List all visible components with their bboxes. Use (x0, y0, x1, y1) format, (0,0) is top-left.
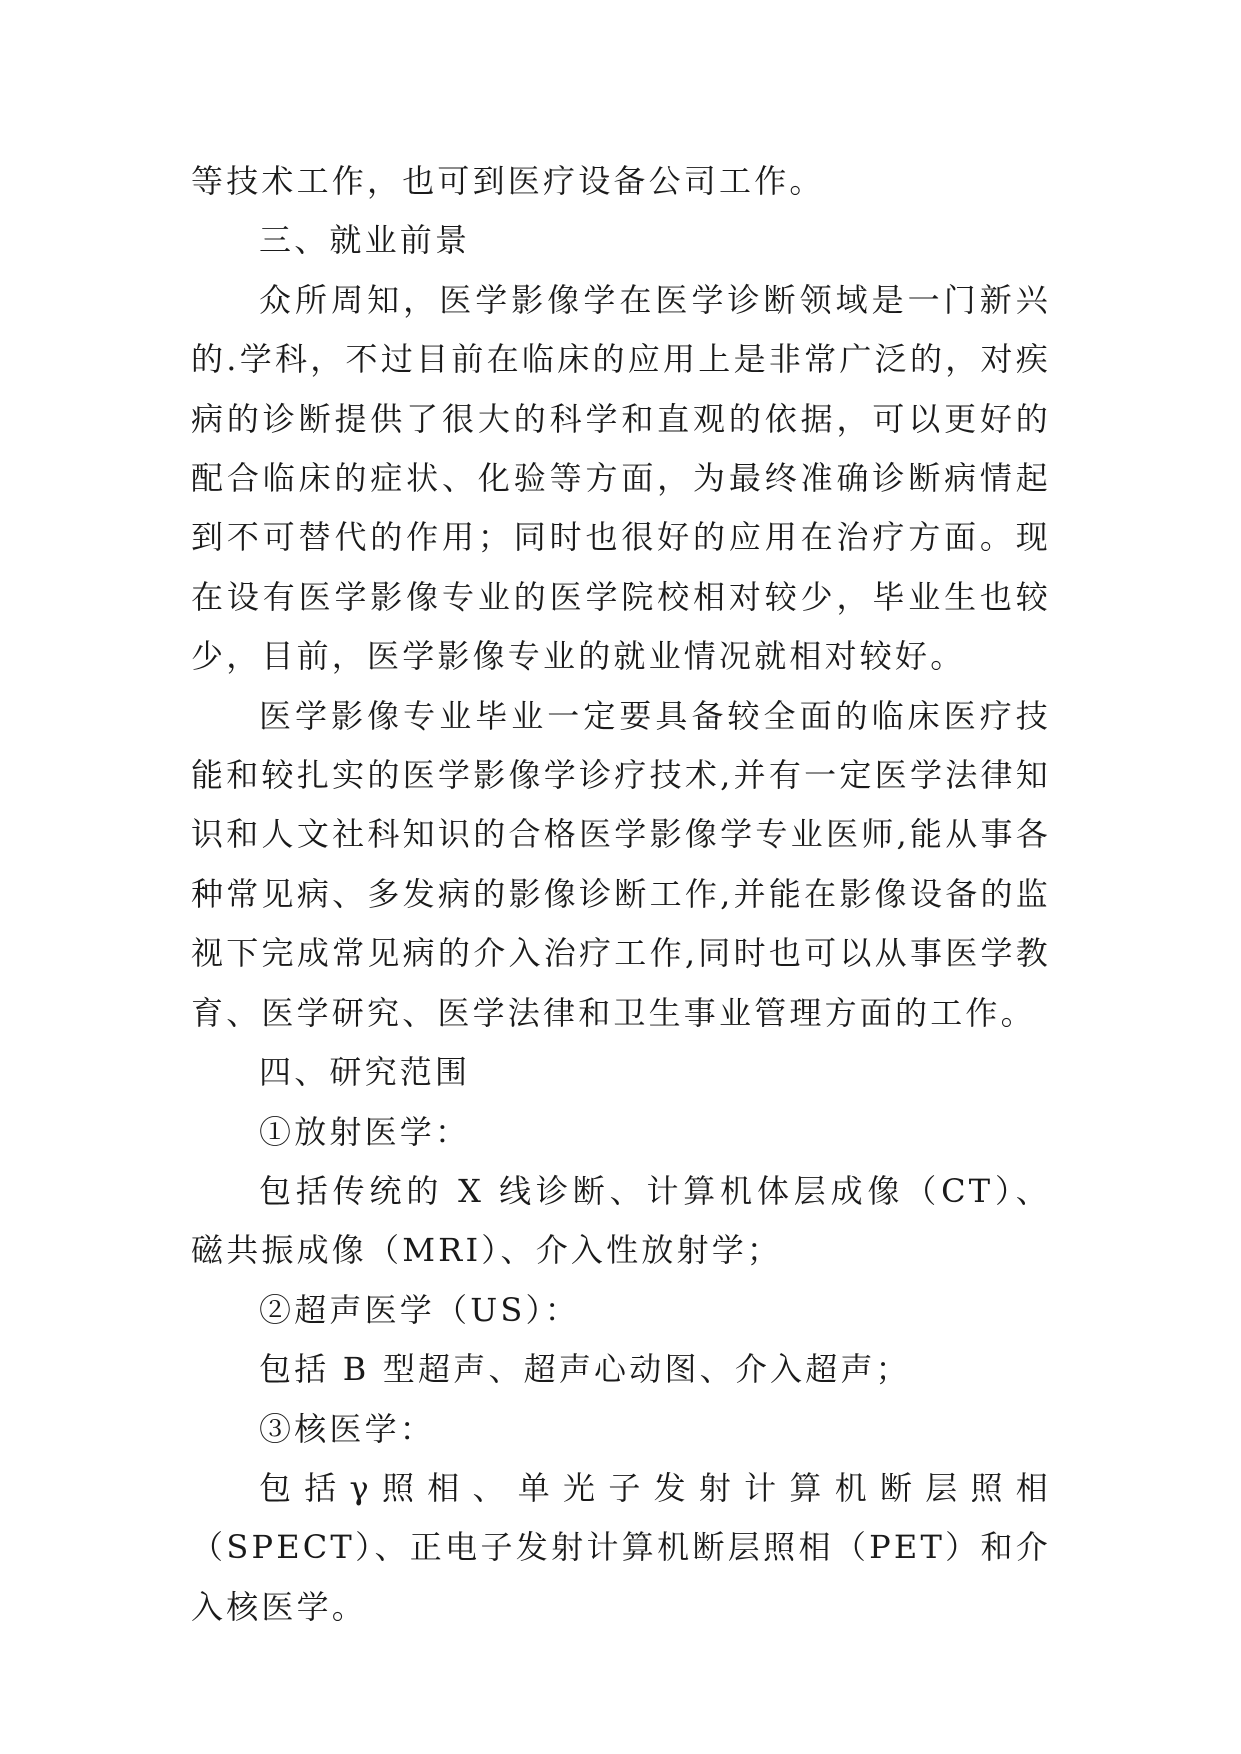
paragraph-continuation: 等技术工作，也可到医疗设备公司工作。 (191, 162, 825, 200)
list-item-nuclear-heading: ③核医学： (259, 1409, 436, 1448)
section-heading-employment-prospects: 三、就业前景 (259, 221, 471, 260)
list-item-radiology-detail: 包括传统的 X 线诊断、计算机体层成像（CT）、磁共振成像（MRI）、介入性放射学； (191, 1171, 1051, 1270)
list-item-radiology-heading: ①放射医学： (259, 1112, 471, 1151)
document-body (191, 152, 1051, 1637)
paragraph-prospects-overview: 众所周知，医学影像学在医学诊断领域是一门新兴的.学科，不过目前在临床的应用上是非常广泛的，对疾病的诊断提供了很大的科学和直观的依据，可以更好的配合临床的症状、化验等方面，为最终准确诊断病情起到不可替代的作用；同时也很好的应用在治疗方面。现在设有医学影像专业的医学院校相对较少，毕业生也较少，目前，医学影像专业的就业情况就相对较好。 (191, 280, 1051, 676)
list-item-ultrasound-detail: 包括 B 型超声、超声心动图、介入超声； (259, 1350, 911, 1389)
section-heading-research-scope: 四、研究范围 (259, 1053, 471, 1092)
list-item-nuclear-detail: 包括γ照相、单光子发射计算机断层照相（SPECT）、正电子发射计算机断层照相（PET）和介入核医学。 (191, 1468, 1051, 1626)
list-item-ultrasound-heading: ②超声医学（US）： (259, 1290, 580, 1329)
paragraph-graduate-requirements: 医学影像专业毕业一定要具备较全面的临床医疗技能和较扎实的医学影像学诊疗技术,并有一定医学法律知识和人文社科知识的合格医学影像学专业医师,能从事各种常见病、多发病的影像诊断工作,并能在影像设备的监视下完成常见病的介入治疗工作,同时也可以从事医学教育、医学研究、医学法律和卫生事业管理方面的工作。 (191, 696, 1051, 1032)
